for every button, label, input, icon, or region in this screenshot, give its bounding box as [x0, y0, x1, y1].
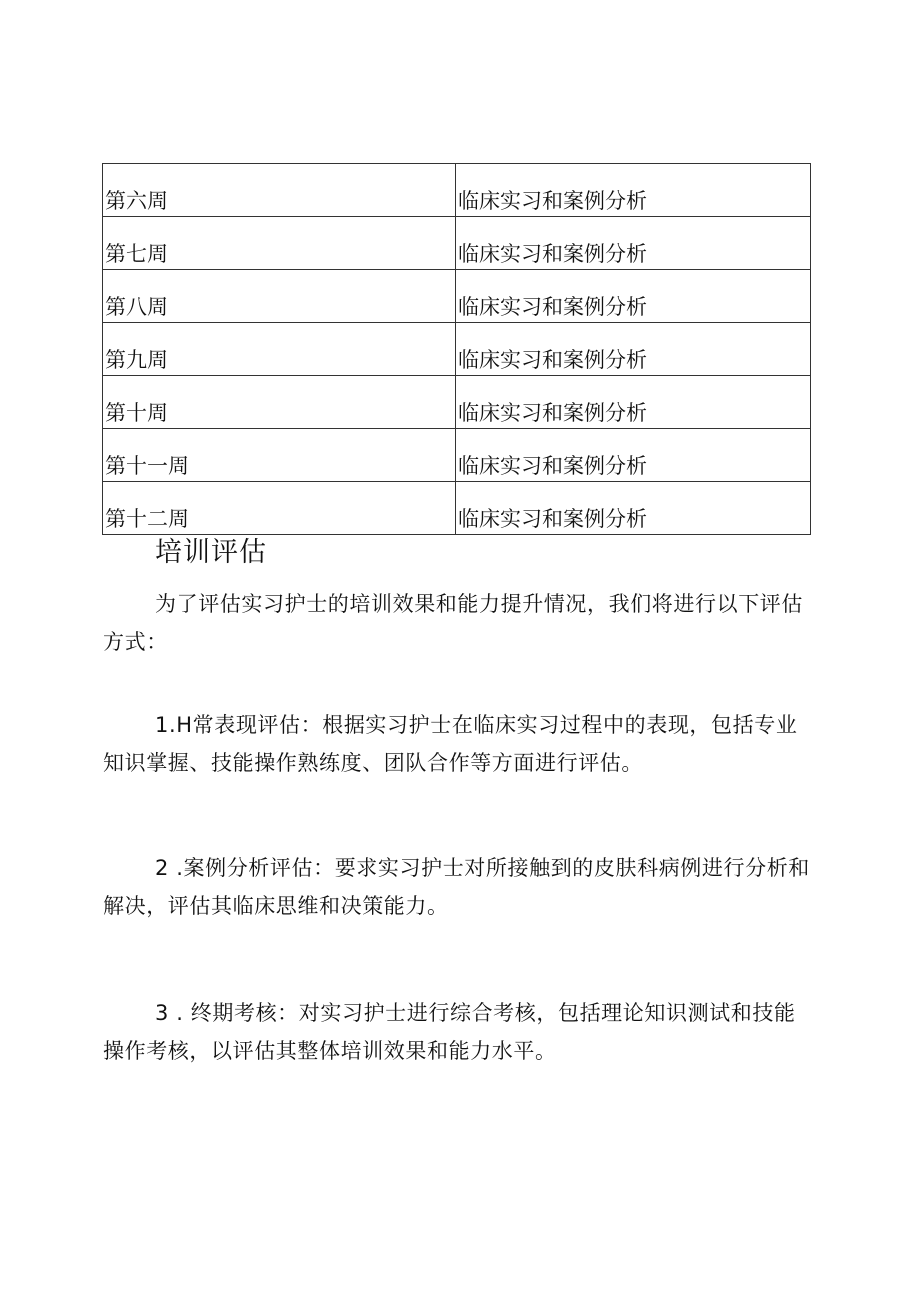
content-cell: 临床实习和案例分析: [456, 482, 811, 535]
evaluation-item-case-analysis: 2 .案例分析评估：要求实习护士对所接触到的皮肤科病例进行分析和解决，评估其临床思维和决策能力。: [103, 856, 810, 918]
week-cell: 第十一周: [103, 429, 456, 482]
content-cell: 临床实习和案例分析: [456, 429, 811, 482]
week-cell: 第七周: [103, 217, 456, 270]
week-cell: 第十二周: [103, 482, 456, 535]
content-cell: 临床实习和案例分析: [456, 323, 811, 376]
table-row: [103, 323, 811, 376]
week-cell: 第十周: [103, 376, 456, 429]
week-cell: 第六周: [103, 164, 456, 217]
table-row: [103, 482, 811, 535]
week-cell: 第八周: [103, 270, 456, 323]
week-cell: 第九周: [103, 323, 456, 376]
table-row: [103, 270, 811, 323]
evaluation-item-daily: 1.H常表现评估：根据实习护士在临床实习过程中的表现，包括专业知识掌握、技能操作熟练度、团队合作等方面进行评估。: [103, 713, 798, 775]
content-cell: 临床实习和案例分析: [456, 164, 811, 217]
content-cell: 临床实习和案例分析: [456, 270, 811, 323]
table-row: [103, 376, 811, 429]
section-title: 培训评估: [155, 537, 267, 568]
table-row: [103, 429, 811, 482]
evaluation-item-final-exam: 3 . 终期考核：对实习护士进行综合考核，包括理论知识测试和技能操作考核，以评估其整体培训效果和能力水平。: [103, 1001, 796, 1063]
table-row: [103, 164, 811, 217]
training-schedule-table: [102, 163, 811, 535]
content-cell: 临床实习和案例分析: [456, 376, 811, 429]
content-cell: 临床实习和案例分析: [456, 217, 811, 270]
intro-paragraph: 为了评估实习护士的培训效果和能力提升情况，我们将进行以下评估方式：: [103, 592, 803, 654]
table-row: [103, 217, 811, 270]
